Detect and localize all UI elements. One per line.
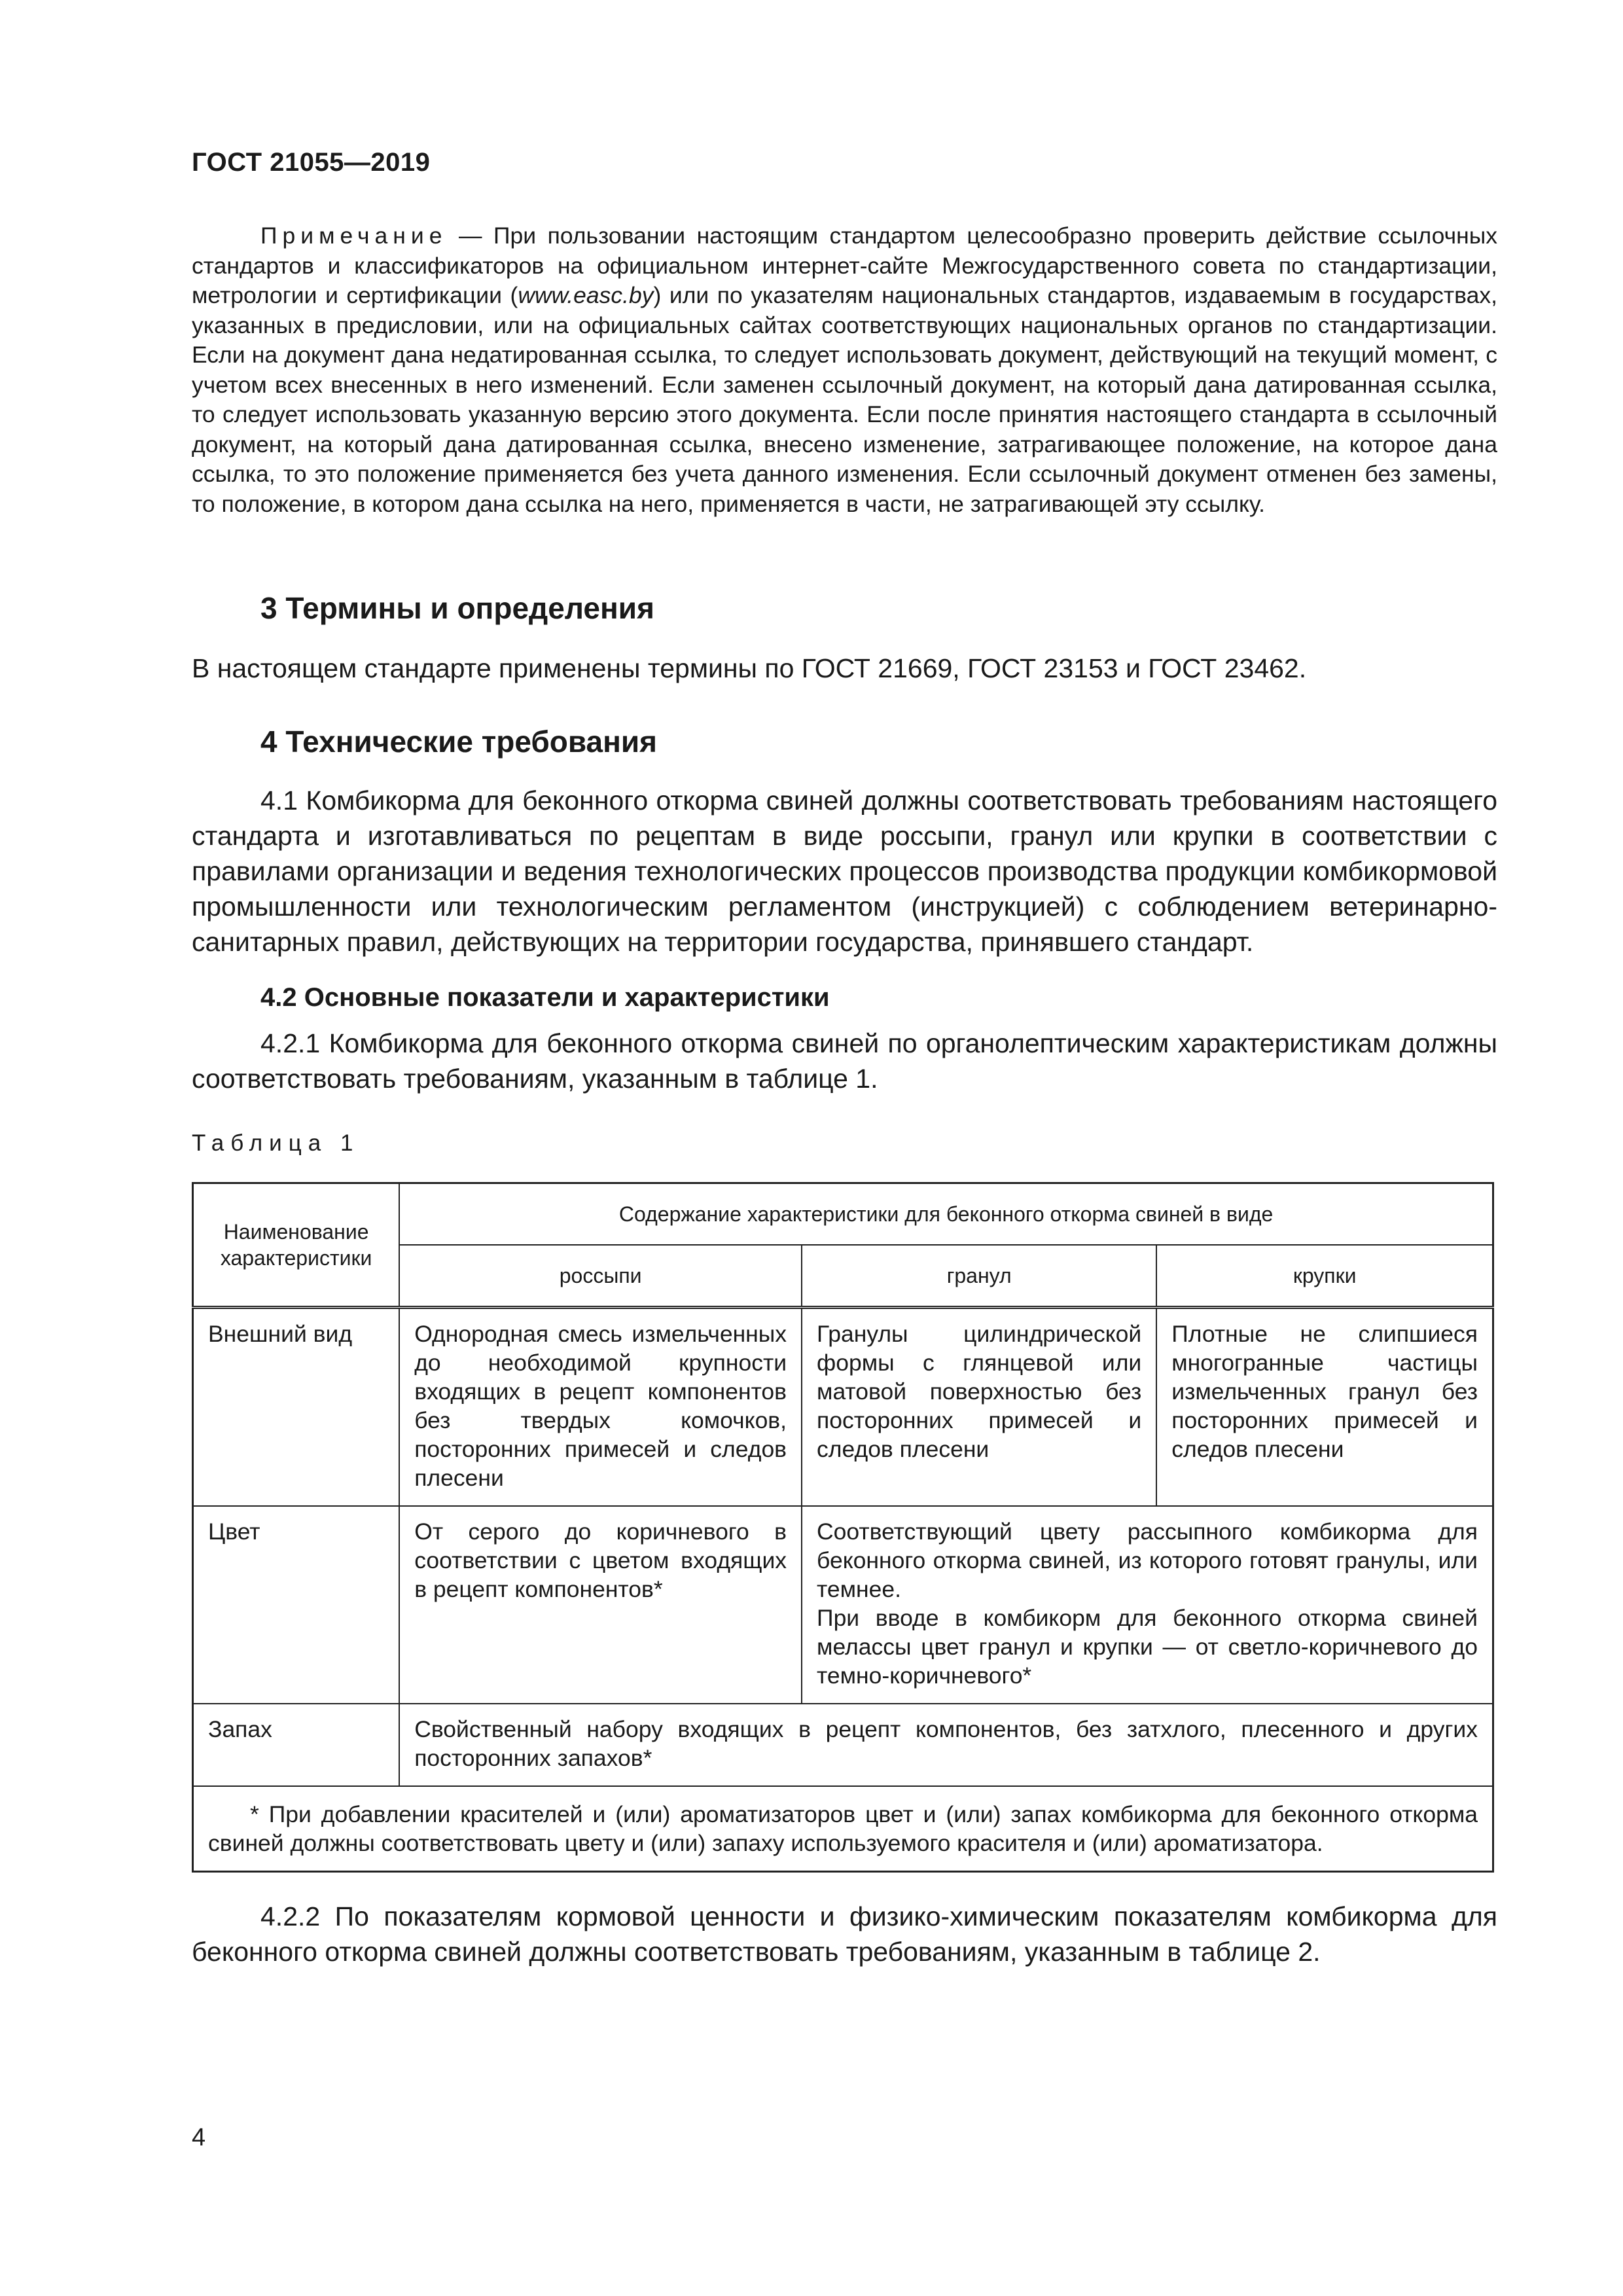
- table-row-color: [193, 1506, 1493, 1704]
- header-main-cell: Содержание характеристики для беконного откорма свиней в виде: [399, 1183, 1493, 1245]
- header-name-cell: Наименование характеристики: [193, 1183, 400, 1308]
- table-1-caption: Таблица 1: [192, 1130, 360, 1156]
- table-row-smell: [193, 1704, 1493, 1786]
- header-sub-krupki: крупки: [1156, 1245, 1493, 1308]
- section-3-text: [192, 651, 1497, 686]
- clause-4-2-2-text: 4.2.2 По показателям кормовой ценности и физико-химическим показателям комбикорма для беконного откорма свиней должны соответствовать требованиям, указанным в таблице 2.: [192, 1901, 1497, 1967]
- table-1: [192, 1182, 1494, 1873]
- section-4-title: 4 Технические требования: [260, 725, 657, 759]
- table-footnote-text: * При добавлении красителей и (или) ароматизаторов цвет и (или) запах комбикорма для беконного откорма свиней должны соответствовать цвету и (или) запаху используемого красителя и (или) ароматизатора.: [208, 1801, 1478, 1856]
- appearance-granul: Гранулы цилиндрической формы с глянцевой или матовой поверхностью без посторонних примесей и следов плесени: [802, 1308, 1156, 1507]
- section-3-text-content: В настоящем стандарте применены термины по ГОСТ 21669, ГОСТ 23153 и ГОСТ 23462.: [192, 653, 1307, 683]
- note-text-2: ) или по указателям национальных стандартов, издаваемым в государствах, указанных в предисловии, или на официальных сайтах соответствующих национальных органов по стандартизации. Если на документ дана недатированная ссылка, то следует использовать документ, действующий на текущий момент, с учетом всех внесенных в него изменений. Если заменен ссылочный документ, на который дана датированная ссылка, то следует использовать указанную версию этого документа. Если после принятия настоящего стандарта в ссылочный документ, на который дана датированная ссылка, внесено изменение, затрагивающее положение, на которое дана ссылка, то это положение применяется без учета данного изменения. Если ссылочный документ отменен без замены, то положение, в котором дана ссылка на него, применяется в части, не затрагивающей эту ссылку.: [192, 282, 1497, 517]
- color-granul-krupki-line-1: Соответствующий цвету рассыпного комбикорма для беконного откорма свиней, из которого готовят гранулы, или темнее.: [817, 1518, 1478, 1602]
- color-rossypi: От серого до коричневого в соответствии с цветом входящих в рецепт компонентов*: [399, 1506, 802, 1704]
- table-footnote: [193, 1786, 1493, 1872]
- header-sub-rossypi: россыпи: [399, 1245, 802, 1308]
- header-sub-granul: гранул: [802, 1245, 1156, 1308]
- clause-4-1: [192, 783, 1497, 960]
- appearance-krupki: Плотные не слипшиеся многогранные частицы измельченных гранул без посторонних примесей и следов плесени: [1156, 1308, 1493, 1507]
- color-granul-krupki: [802, 1506, 1493, 1704]
- row-name-appearance: Внешний вид: [193, 1308, 400, 1507]
- section-3-title: 3 Термины и определения: [260, 591, 654, 625]
- clause-4-2-title: 4.2 Основные показатели и характеристики: [260, 983, 830, 1012]
- clause-4-1-text: 4.1 Комбикорма для беконного откорма свиней должны соответствовать требованиям настоящего стандарта и изготавливаться по рецептам в виде россыпи, гранул или крупки в соответствии с правилами организации и ведения технологических процессов производства продукции комбикормовой промышленности или технологическим регламентом (инструкцией) с соблюдением ветеринарно-санитарных правил, действующих на территории государства, принявшего стандарт.: [192, 785, 1497, 957]
- table-header-row: [193, 1183, 1493, 1245]
- row-name-smell: Запах: [193, 1704, 400, 1786]
- smell-all: Свойственный набору входящих в рецепт компонентов, без затхлого, плесенного и других посторонних запахов*: [399, 1704, 1493, 1786]
- table-row-appearance: [193, 1308, 1493, 1507]
- appearance-rossypi: Однородная смесь измельченных до необходимой крупности входящих в рецепт компонентов без твердых комочков, посторонних примесей и следов плесени: [399, 1308, 802, 1507]
- color-granul-krupki-line-2: При вводе в комбикорм для беконного откорма свиней мелассы цвет гранул и крупки — от светло-коричневого до темно-коричневого*: [817, 1605, 1478, 1689]
- note-link[interactable]: www.easc.by: [518, 282, 654, 308]
- note-text-1: — При пользовании настоящим стандартом целесообразно проверить действие ссылочных стандартов и классификаторов на официальном интернет-сайте Межгосударственного совета по стандартизации, метрологии и сертификации (: [192, 223, 1497, 308]
- table-footnote-row: [193, 1786, 1493, 1872]
- reference-note: [192, 221, 1497, 519]
- clause-4-2-1: [192, 1026, 1497, 1096]
- page-number: 4: [192, 2124, 206, 2151]
- clause-4-2-2: [192, 1899, 1497, 1969]
- clause-4-2-1-text: 4.2.1 Комбикорма для беконного откорма свиней по органолептическим характеристикам должны соответствовать требованиям, указанным в таблице 1.: [192, 1028, 1497, 1094]
- row-name-color: Цвет: [193, 1506, 400, 1704]
- note-label: Примечание: [260, 223, 448, 249]
- document-header: ГОСТ 21055—2019: [192, 148, 431, 177]
